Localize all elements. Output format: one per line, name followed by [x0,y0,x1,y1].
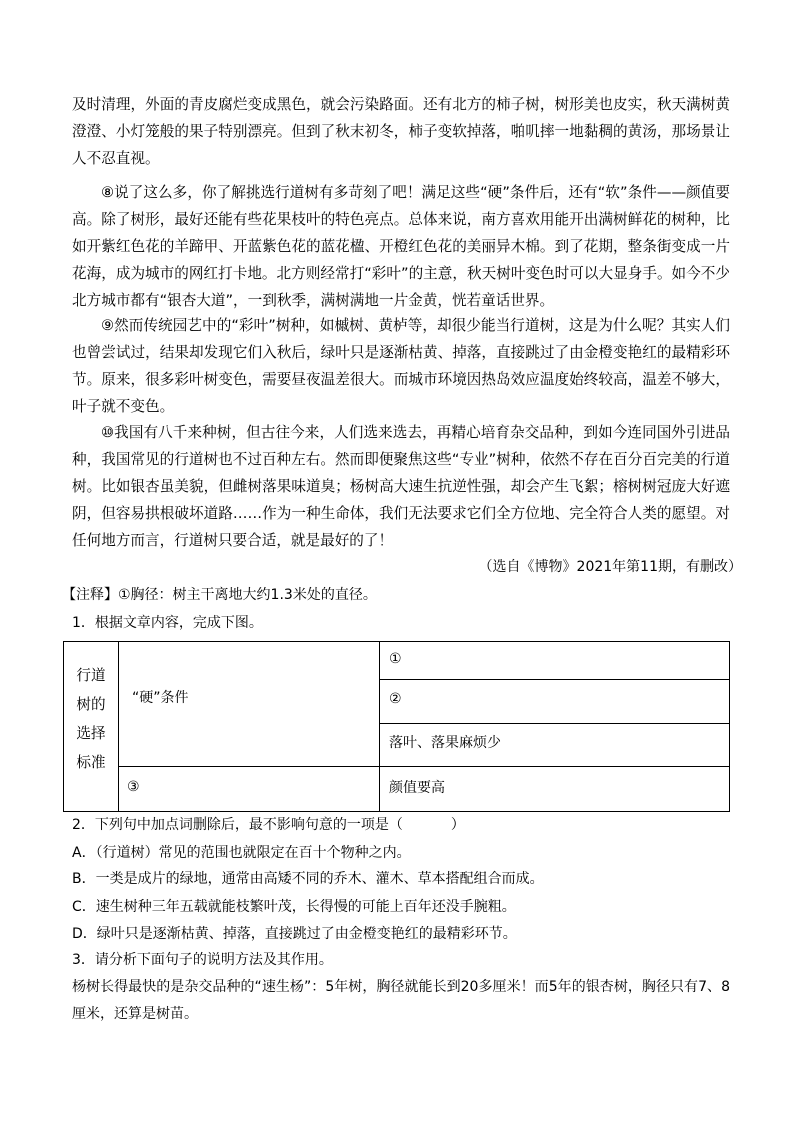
question-3-sentence: 杨树长得最快的是杂交品种的“速生杨”：5年树，胸径就能长到20多厘米！而5年的银杏树，胸径只有7、8厘米，还算是树苗。 [72,979,730,1022]
table-blank-3[interactable]: ③ [127,779,140,795]
question-2-option-b: B．一类是成片的绿地，通常由高矮不同的乔木、灌木、草本搭配组合而成。 [72,871,544,887]
question-2-option-c: C．速生树种三年五载就能枝繁叶茂，长得慢的可能上百年还没手腕粗。 [72,899,516,915]
source-citation: （选自《博物》2021年第11期，有删改） [478,559,742,575]
table-category-label: 行道树的选择标准 [76,667,106,771]
question-2-option-a: A．（行道树）常见的范围也就限定在百十个物种之内。 [72,845,411,861]
question-2-prompt-close: ） [450,817,465,833]
soft-condition-value: 颜值要高 [389,780,445,796]
paragraph-8: ⑧说了这么多，你了解挑选行道树有多苛刻了吧！满足这些“硬”条件后，还有“软”条件——颜值要高。除了树形，最好还能有些花果枝叶的特色亮点。总体来说，南方喜欢用能开出满树鲜花的树种，比如开紫红色花的羊蹄甲、开蓝紫色花的蓝花楹、开橙红色花的美丽异木棉。到了花期，整条街变成一片花海，成为城市的网红打卡地。北方则经常打“彩叶”的主意，秋天树叶变色时可以大显身手。如今不少北方城市都有“银杏大道”，一到秋季，满树满地一片金黄，恍若童话世界。 [72,184,730,309]
paragraph-7-continued: 及时清理，外面的青皮腐烂变成黑色，就会污染路面。还有北方的柿子树，树形美也皮实，秋天满树黄澄澄、小灯笼般的果子特别漂亮。但到了秋末初冬，柿子变软掉落，啪叽摔一地黏稠的黄汤，那场景让人不忍直视。 [72,96,730,167]
table-blank-1[interactable]: ① [389,651,402,667]
question-2-prompt [72,815,465,835]
annotation-note: 【注释】①胸径：树主干离地大约1.3米处的直径。 [62,587,377,603]
table-blank-2[interactable]: ② [389,691,402,707]
question-2-prompt-text: 2．下列句中加点词删除后，最不影响句意的一项是（ [72,817,403,833]
selection-criteria-table [63,641,730,812]
question-3-prompt: 3．请分析下面句子的说明方法及其作用。 [72,952,333,968]
paragraph-10: ⑩我国有八千来种树，但古往今来，人们选来选去，再精心培育杂交品种，到如今连同国外引进品种，我国常见的行道树也不过百种左右。然而即便聚焦这些“专业”树种，依然不存在百分百完美的行道树。比如银杏虽美貌，但雌树落果味道臭；杨树高大速生抗逆性强，却会产生飞絮；榕树树冠庞大好遮阴，但容易拱根破坏道路……作为一种生命体，我们无法要求它们全方位地、完全符合人类的愿望。对任何地方而言，行道树只要合适，就是最好的了！ [72,424,730,549]
paragraph-9: ⑨然而传统园艺中的“彩叶”树种，如槭树、黄栌等，却很少能当行道树，这是为什么呢？其实人们也曾尝试过，结果却发现它们入秋后，绿叶只是逐渐枯黄、掉落，直接跳过了由金橙变艳红的最精彩环节。原来，很多彩叶树变色，需要昼夜温差很大。而城市环境因热岛效应温度始终较高，温差不够大，叶子就不变色。 [72,317,730,415]
hard-condition-label: “硬”条件 [132,690,189,706]
table-item-3: 落叶、落果麻烦少 [389,735,501,751]
question-1-prompt: 1．根据文章内容，完成下图。 [72,615,263,631]
question-2-option-d: D．绿叶只是逐渐枯黄、掉落，直接跳过了由金橙变艳红的最精彩环节。 [72,926,517,942]
